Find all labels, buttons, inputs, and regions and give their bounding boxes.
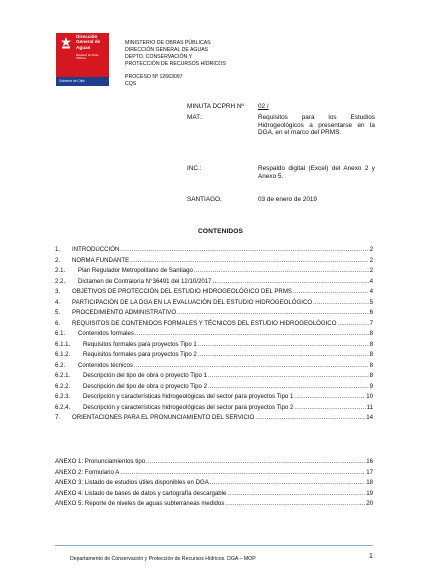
memo-date: 03 de enero de 2019	[258, 196, 317, 203]
toc-page-number: 2	[369, 246, 373, 253]
toc-page-number: 9	[369, 382, 373, 390]
toc-entry[interactable]	[55, 308, 373, 319]
annex-title: ANEXO 1: Pronunciamientos tipo	[55, 458, 146, 465]
toc-page-number: 8	[369, 330, 373, 337]
toc-entry[interactable]	[55, 245, 373, 256]
toc-number: 6.2.	[55, 361, 66, 369]
inc-label: INC.:	[187, 165, 202, 172]
annex-title: ANEXO 4: Listado de bases de datos y cartografía descargable	[55, 489, 227, 497]
annex-leader-dots	[227, 489, 365, 500]
minuta-number: 02 /	[258, 103, 269, 110]
toc-leader-dots	[120, 245, 368, 256]
toc-leader-dots	[293, 287, 369, 298]
toc-title: Descripción del tipo de obra o proyecto Tipo 1	[83, 372, 207, 379]
toc-page-number: 6	[369, 309, 373, 316]
toc-leader-dots	[194, 266, 369, 277]
footer-rule	[55, 545, 373, 546]
footer-text: Departamento de Conservación y Protección de Recursos Hídricos. DGA – MOP	[70, 556, 256, 562]
toc-page-number: 8	[369, 372, 373, 379]
toc-leader-dots	[255, 413, 365, 424]
toc-leader-dots	[177, 308, 369, 319]
annex-title: ANEXO 3: Listado de estudios útiles disponibles en DGA	[55, 479, 209, 486]
ministry-line: PROTECCIÓN DE RECURSOS HÍDRICOS	[125, 61, 226, 67]
ministry-line: DIRECCIÓN GENERAL DE AGUAS	[125, 47, 209, 53]
toc-entry[interactable]	[55, 298, 373, 309]
annex-page-number: 20	[366, 500, 373, 507]
toc-number: 6.1.	[55, 330, 66, 337]
toc-page-number: 8	[369, 340, 373, 348]
toc-page-number: 4	[369, 288, 373, 295]
table-of-contents	[55, 245, 373, 424]
chile-seal-icon	[59, 36, 73, 50]
toc-title: Descripción del tipo de obra o proyecto Tipo 2	[83, 382, 207, 390]
toc-page-number: 11	[366, 403, 373, 411]
annex-leader-dots	[146, 457, 365, 468]
mat-label: MAT.:	[187, 114, 203, 121]
toc-number: 6.2.2.	[55, 382, 71, 390]
annex-leader-dots	[120, 468, 365, 479]
annex-leader-dots	[225, 499, 365, 510]
toc-leader-dots	[198, 350, 369, 361]
toc-title: Dictamen de Contraloría N°36491 del 12/10/2017	[78, 277, 212, 285]
toc-title: PARTICIPACIÓN DE LA DGA EN LA EVALUACIÓN DEL ESTUDIO HIDROGEOLÓGICO	[72, 298, 313, 306]
toc-title: ORIENTACIONES PARA EL PRONUNCIAMIENTO DEL SERVICIO	[72, 414, 255, 421]
toc-entry[interactable]	[55, 382, 373, 393]
toc-page-number: 4	[369, 277, 373, 285]
toc-entry[interactable]	[55, 319, 373, 330]
toc-entry[interactable]	[55, 413, 373, 424]
annex-page-number: 19	[366, 489, 373, 497]
annex-title: ANEXO 2: Formulario A	[55, 468, 120, 476]
annex-entry[interactable]	[55, 468, 373, 479]
toc-title: NORMA FUNDANTE	[72, 256, 130, 264]
toc-title: Contenidos formales	[78, 330, 134, 337]
process-line: PROCESO Nº 12663097	[125, 74, 183, 80]
process-line: CQS	[125, 81, 137, 87]
toc-entry[interactable]	[55, 392, 373, 403]
toc-number: 2.1.	[55, 267, 66, 274]
toc-leader-dots	[130, 256, 368, 267]
toc-leader-dots	[135, 329, 369, 340]
toc-title: PROCEDIMIENTO ADMINISTRATIVO	[72, 309, 177, 316]
inc-value: Respaldo digital (Excel) del Anexo 2 y Anexo 5.	[258, 165, 375, 180]
logo-footer: Gobierno de Chile	[59, 79, 85, 83]
toc-title: Descripción y características hidrogeológicas del sector para proyectos Tipo 2	[83, 403, 294, 411]
toc-entry[interactable]	[55, 371, 373, 382]
toc-leader-dots	[198, 340, 369, 351]
toc-leader-dots	[337, 319, 368, 330]
annex-entry[interactable]	[55, 457, 373, 468]
ministry-line: DEPTO. CONSERVACIÓN Y	[125, 54, 193, 60]
toc-leader-dots	[208, 371, 369, 382]
toc-number: 6.1.1.	[55, 340, 71, 348]
toc-page-number: 8	[369, 351, 373, 358]
mat-value: Requisitos para los Estudios Hidrogeológicos a presentarse en la DGA, en el marco del PRMS.	[258, 114, 375, 137]
toc-number: 6.	[55, 319, 61, 327]
process-number	[125, 74, 183, 88]
toc-page-number: 2	[369, 267, 373, 274]
dga-logo	[56, 33, 109, 86]
annex-page-number: 17	[366, 468, 373, 476]
toc-number: 7.	[55, 414, 61, 421]
toc-page-number: 8	[369, 361, 373, 369]
annex-entry[interactable]	[55, 489, 373, 500]
annex-entry[interactable]	[55, 499, 373, 510]
annex-entry[interactable]	[55, 478, 373, 489]
logo-title: Dirección General de Aguas	[76, 34, 101, 50]
toc-entry[interactable]	[55, 287, 373, 298]
toc-entry[interactable]	[55, 403, 373, 414]
toc-number: 6.2.3.	[55, 393, 71, 400]
toc-leader-dots	[208, 382, 369, 393]
toc-number: 2.2.	[55, 277, 66, 285]
toc-entry[interactable]	[55, 256, 373, 267]
minuta-value	[258, 103, 375, 111]
toc-title: OBJETIVOS DE PROTECCIÓN DEL ESTUDIO HIDROGEOLÓGICO DEL PRMS	[72, 288, 292, 295]
annex-page-number: 16	[366, 458, 373, 465]
toc-entry[interactable]	[55, 340, 373, 351]
toc-leader-dots	[294, 403, 365, 414]
contents-heading: CONTENIDOS	[198, 228, 243, 235]
toc-entry[interactable]	[55, 266, 373, 277]
logo-subtitle: Ministerio de Obras Públicas	[76, 54, 99, 61]
toc-title: Descripción y características hidrogeológicas del sector para proyectos Tipo 1	[83, 393, 294, 400]
ministry-header	[125, 40, 226, 68]
toc-number: 5.	[55, 309, 61, 316]
toc-title: Requisitos formales para proyectos Tipo 2	[83, 351, 197, 358]
toc-page-number: 7	[369, 319, 373, 327]
toc-page-number: 5	[369, 298, 373, 306]
toc-number: 6.1.2.	[55, 351, 71, 358]
toc-number: 1.	[55, 246, 61, 253]
annex-page-number: 18	[366, 479, 373, 486]
place-label: SANTIAGO,	[187, 196, 222, 203]
toc-number: 6.2.1.	[55, 372, 71, 379]
toc-number: 3.	[55, 288, 61, 295]
ministry-line: MINISTERIO DE OBRAS PÚBLICAS	[125, 40, 211, 46]
toc-title: Plan Regulador Metropolitano de Santiago	[78, 267, 193, 274]
toc-entry[interactable]	[55, 350, 373, 361]
toc-leader-dots	[134, 361, 369, 372]
toc-number: 6.2.4.	[55, 403, 71, 411]
toc-leader-dots	[294, 392, 365, 403]
toc-entry[interactable]	[55, 277, 373, 288]
toc-title: REQUISITOS DE CONTENIDOS FORMALES Y TÉCNICOS DEL ESTUDIO HIDROGEOLÓGICO	[72, 319, 337, 327]
toc-number: 2.	[55, 256, 61, 264]
minuta-label: MINUTA DCPRH Nº	[187, 103, 244, 110]
toc-entry[interactable]	[55, 361, 373, 372]
toc-page-number: 14	[366, 414, 373, 421]
toc-title: INTRODUCCIÓN	[72, 246, 120, 253]
toc-number: 4.	[55, 298, 61, 306]
toc-page-number: 10	[366, 393, 373, 400]
toc-page-number: 2	[369, 256, 373, 264]
page-number: 1	[369, 553, 373, 560]
annex-list	[55, 457, 373, 510]
toc-entry[interactable]	[55, 329, 373, 340]
annex-leader-dots	[210, 478, 365, 489]
toc-title: Requisitos formales para proyectos Tipo 1	[83, 340, 197, 348]
toc-title: Contenidos técnicos	[78, 361, 133, 369]
toc-leader-dots	[213, 277, 369, 288]
annex-title: ANEXO 5: Reporte de niveles de aguas subterráneas medidos	[55, 500, 225, 507]
toc-leader-dots	[313, 298, 369, 309]
